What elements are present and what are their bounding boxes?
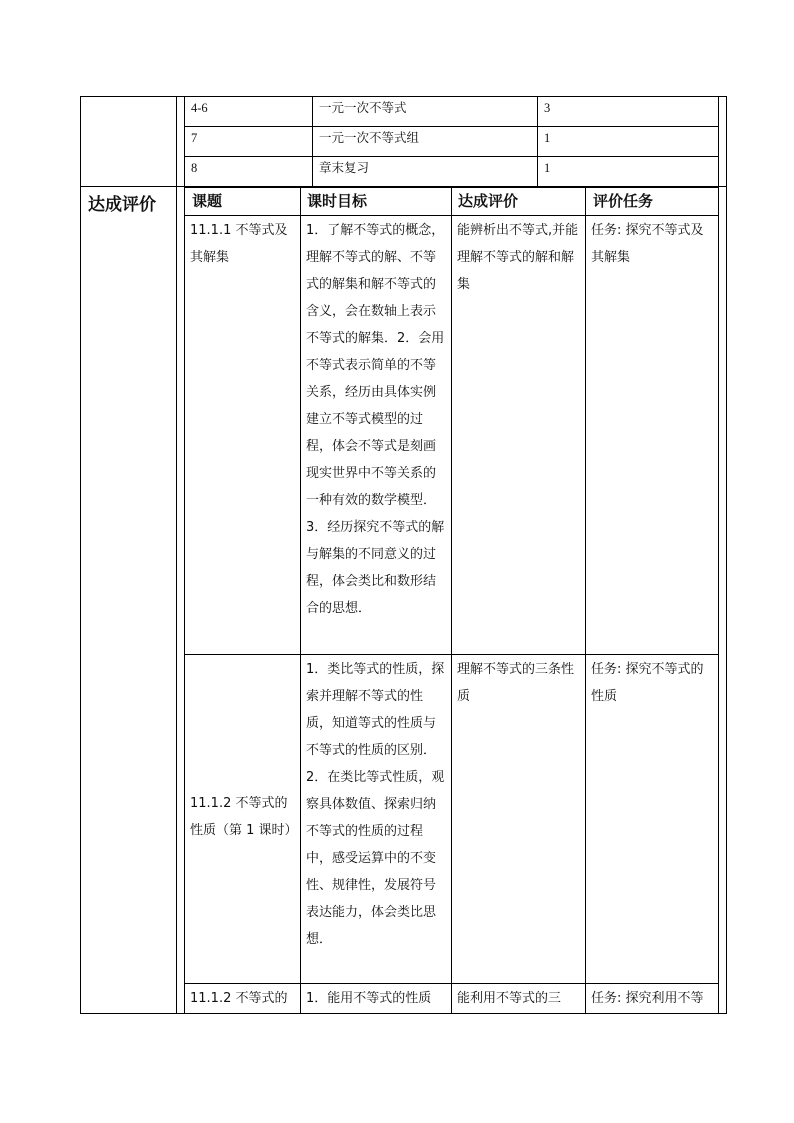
eval-col-divider-2 (451, 187, 452, 1013)
outer-border-bottom (80, 1013, 727, 1014)
schedule-hours-cell: 1 (544, 161, 551, 175)
row-goals-cell: 1．能用不等式的性质 (306, 991, 432, 1006)
header-task: 评价任务 (593, 192, 654, 210)
row-topic-cell: 11.1.1 不等式及其解集 (190, 223, 288, 265)
schedule-lesson-cell: 8 (191, 161, 198, 175)
row-task-cell: 任务: 探究利用不等 (591, 991, 704, 1006)
eval-border-left (184, 187, 185, 1013)
eval-row-divider-1 (184, 654, 719, 655)
schedule-row-divider-1 (184, 126, 719, 127)
schedule-topic-cell: 一元一次不等式 (319, 100, 407, 115)
row-task-cell: 任务: 探究不等式及其解集 (591, 223, 704, 265)
schedule-lesson-cell: 7 (191, 131, 198, 145)
outer-border-top (80, 96, 727, 97)
row-goals-cell: 1．类比等式的性质，探索并理解不等式的性质，知道等式的性质与不等式的性质的区别．2．在类比等式性质，观察具体数值、探索归纳不等式的性质的过程中，感受运算中的不变性、规律性，发展符号表达能力，体会类比思想． (306, 662, 445, 947)
eval-border-right (718, 187, 719, 1013)
row-evaluation-cell: 能利用不等式的三 (457, 991, 562, 1006)
header-topic: 课题 (192, 192, 223, 210)
schedule-border-right (718, 96, 719, 187)
schedule-border-left (184, 96, 185, 187)
section-label: 达成评价 (88, 195, 156, 215)
outer-border-left (80, 96, 81, 1014)
outer-label-column-divider (176, 96, 177, 1014)
eval-row-divider-2 (184, 983, 719, 984)
row-goals-cell: 1．了解不等式的概念，理解不等式的解、不等式的解集和解不等式的含义，会在数轴上表示不等式的解集．2．会用不等式表示简单的不等关系，经历由具体实例建立不等式模型的过程，体会不等式是刻画现实世界中不等关系的一种有效的数学模型．3．经历探究不等式的解与解集的不同意义的过程，体会类比和数形结合的思想． (306, 223, 445, 616)
schedule-col-divider-1 (312, 96, 313, 187)
row-topic-cell: 11.1.2 不等式的性质（第 1 课时） (190, 796, 298, 838)
schedule-hours-cell: 3 (544, 101, 551, 115)
schedule-row-divider-2 (184, 156, 719, 157)
row-task-cell: 任务: 探究不等式的性质 (591, 662, 704, 704)
schedule-topic-cell: 一元一次不等式组 (319, 130, 420, 145)
eval-header-divider (184, 215, 719, 216)
row-evaluation-cell: 理解不等式的三条性质 (457, 662, 575, 704)
schedule-hours-cell: 1 (544, 131, 551, 145)
schedule-lesson-cell: 4-6 (191, 101, 208, 115)
schedule-col-divider-2 (537, 96, 538, 187)
eval-col-divider-1 (300, 187, 301, 1013)
eval-col-divider-3 (585, 187, 586, 1013)
row-topic-cell: 11.1.2 不等式的 (190, 991, 288, 1006)
header-goals: 课时目标 (307, 192, 368, 210)
outer-border-right (726, 96, 727, 1014)
header-evaluation: 达成评价 (458, 192, 519, 210)
schedule-topic-cell: 章末复习 (319, 160, 370, 175)
row-evaluation-cell: 能辨析出不等式,并能理解不等式的解和解集 (457, 223, 579, 292)
